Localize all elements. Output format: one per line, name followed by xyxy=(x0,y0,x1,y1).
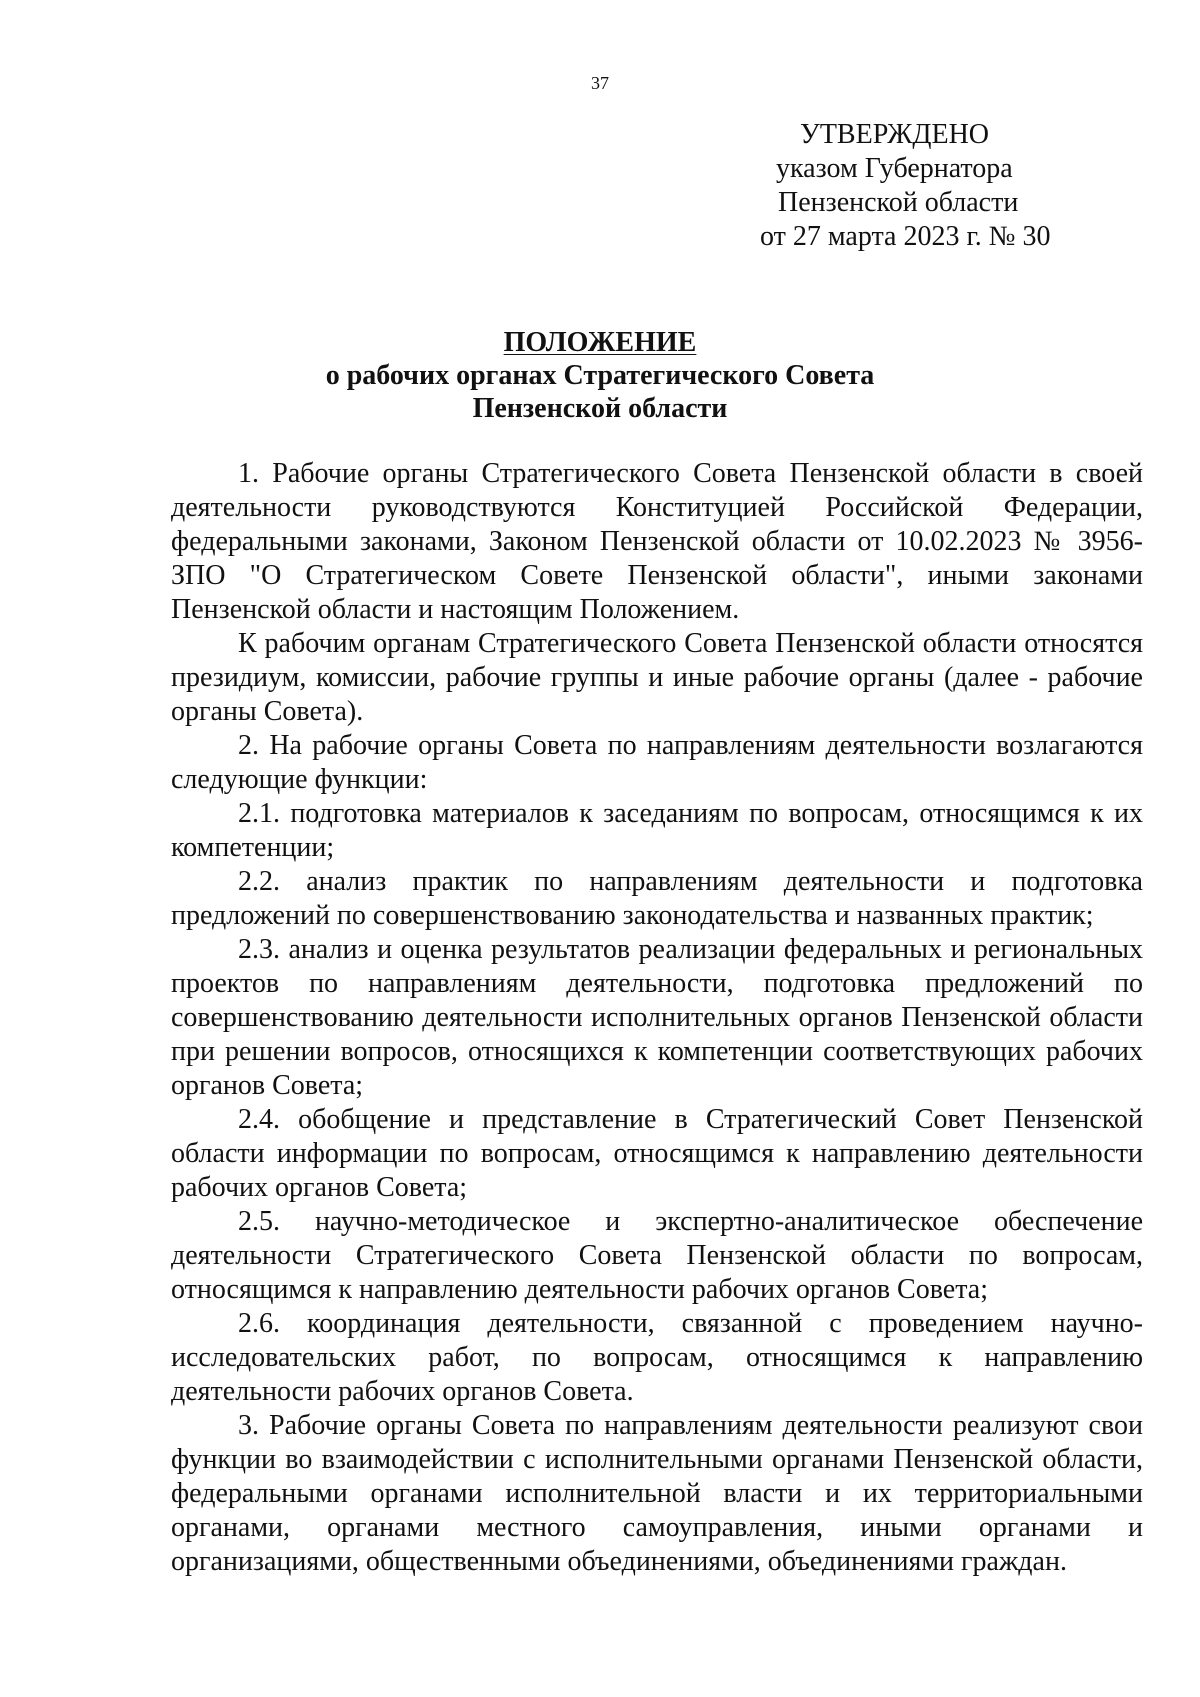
title-subtitle: о рабочих органах Стратегического Совета xyxy=(325,360,875,391)
document-title xyxy=(0,326,1200,425)
title-subtitle-region: Пензенской области xyxy=(472,393,728,424)
paragraph-2-2: 2.2. анализ практик по направлениям деятельности и подготовка предложений по совершенствованию законодательства и названных практик; xyxy=(171,866,1143,931)
paragraph-3: 3. Рабочие органы Совета по направлениям деятельности реализуют свои функции во взаимодействии с исполнительными органами Пензенской области, федеральными органами исполнительной власти и их территориальными органами, органами местного самоуправления, иными органами и организациями, общественными объединениями, объединениями граждан. xyxy=(171,1410,1143,1577)
approval-date: от 27 марта 2023 г. № 30 xyxy=(760,221,1051,252)
paragraph-2: 2. На рабочие органы Совета по направлениям деятельности возлагаются следующие функции: xyxy=(171,730,1143,795)
page-number: 37 xyxy=(591,73,609,93)
paragraph-1: 1. Рабочие органы Стратегического Совета Пензенской области в своей деятельности руководствуются Конституцией Российской Федерации, федеральными законами, Законом Пензенской области от 10.02.2023 № 3956-ЗПО "О Стратегическом Совете Пензенской области", иными законами Пензенской области и настоящим Положением. xyxy=(171,458,1143,625)
approval-decree: указом Губернатора xyxy=(776,153,1013,184)
paragraph-2-1: 2.1. подготовка материалов к заседаниям по вопросам, относящимся к их компетенции; xyxy=(171,798,1143,863)
paragraph-1-cont: К рабочим органам Стратегического Совета Пензенской области относятся президиум, комиссии, рабочие группы и иные рабочие органы (далее - рабочие органы Совета). xyxy=(171,628,1143,727)
title-main: ПОЛОЖЕНИЕ xyxy=(503,327,697,358)
paragraph-2-3: 2.3. анализ и оценка результатов реализации федеральных и региональных проектов по направлениям деятельности, подготовка предложений по совершенствованию деятельности исполнительных органов Пензенской области при решении вопросов, относящихся к компетенции соответствующих рабочих органов Совета; xyxy=(171,934,1143,1101)
approval-stamp xyxy=(760,118,1180,254)
document-body xyxy=(171,457,1143,1579)
paragraph-2-4: 2.4. обобщение и представление в Стратегический Совет Пензенской области информации по вопросам, относящимся к направлению деятельности рабочих органов Совета; xyxy=(171,1104,1143,1203)
paragraph-2-6: 2.6. координация деятельности, связанной с проведением научно-исследовательских работ, по вопросам, относящимся к направлению деятельности рабочих органов Совета. xyxy=(171,1308,1143,1407)
approval-heading: УТВЕРЖДЕНО xyxy=(800,119,990,150)
approval-region: Пензенской области xyxy=(778,187,1019,218)
paragraph-2-5: 2.5. научно-методическое и экспертно-аналитическое обеспечение деятельности Стратегического Совета Пензенской области по вопросам, относящимся к направлению деятельности рабочих органов Совета; xyxy=(171,1206,1143,1305)
